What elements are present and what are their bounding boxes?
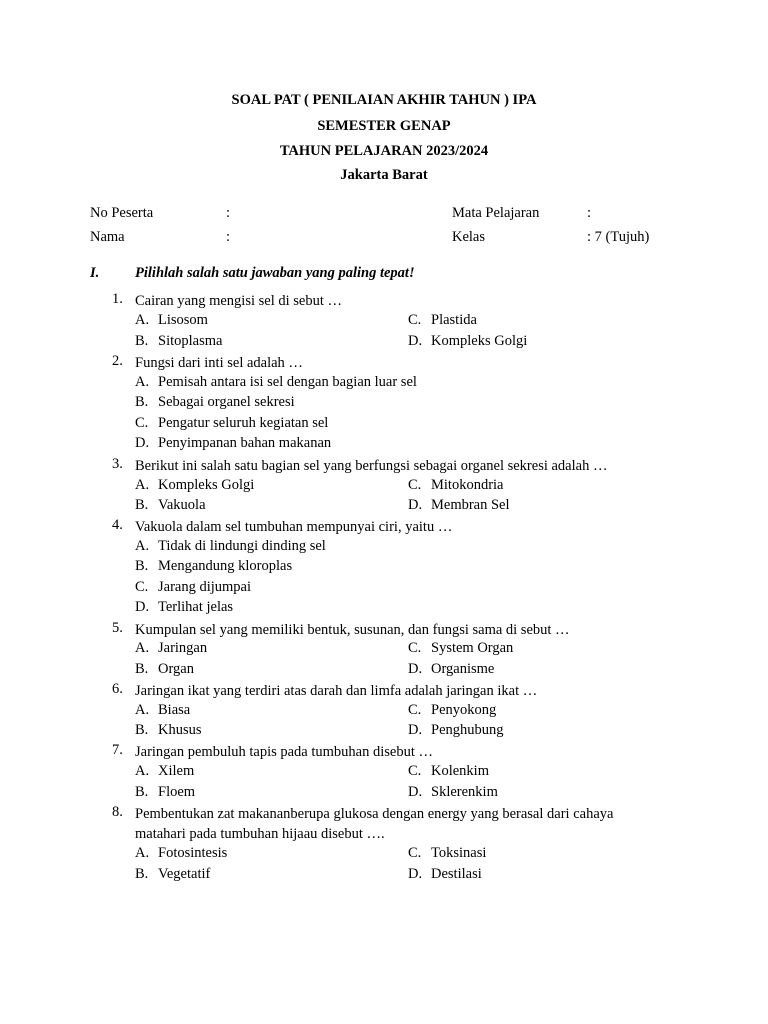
question-number: 2. [112, 353, 123, 369]
question-number: 8. [112, 804, 123, 820]
q2-option-d: D. Penyimpanan bahan makanan [135, 435, 332, 451]
q7-option-b: B. Floem [135, 784, 196, 800]
section-instruction: Pilihlah salah satu jawaban yang paling tepat! [135, 265, 415, 281]
question-5 [112, 620, 652, 640]
q4-option-a: A. Tidak di lindungi dinding sel [135, 538, 326, 554]
question-number: 7. [112, 742, 123, 758]
header-semester: SEMESTER GENAP [317, 118, 451, 134]
question-8 [112, 804, 652, 844]
question-3 [112, 456, 652, 476]
q3-option-a: A. Kompleks Golgi [135, 477, 255, 493]
q3-option-c: C. Mitokondria [408, 477, 504, 493]
nama-colon: : [226, 229, 231, 245]
question-number: 6. [112, 681, 123, 697]
header-title: SOAL PAT ( PENILAIAN AKHIR TAHUN ) IPA [231, 92, 537, 108]
q5-option-c: C. System Organ [408, 640, 514, 656]
question-number: 1. [112, 291, 123, 307]
mapel-label: Mata Pelajaran [452, 205, 540, 221]
question-text: Fungsi dari inti sel adalah … [135, 355, 303, 371]
question-6 [112, 681, 652, 701]
question-2 [112, 353, 652, 373]
q3-option-b: B. Vakuola [135, 497, 206, 513]
question-text-line-2: matahari pada tumbuhan hijaau disebut …. [135, 826, 385, 842]
no-peserta-label: No Peserta [90, 205, 154, 221]
q2-option-c: C. Pengatur seluruh kegiatan sel [135, 415, 329, 431]
q2-option-b: B. Sebagai organel sekresi [135, 394, 295, 410]
q1-option-c: C. Plastida [408, 312, 477, 328]
q4-option-b: B. Mengandung kloroplas [135, 558, 293, 574]
q7-option-a: A. Xilem [135, 763, 195, 779]
q4-option-c: C. Jarang dijumpai [135, 579, 252, 595]
question-text-line-1: Pembentukan zat makananberupa glukosa dengan energy yang berasal dari cahaya [135, 806, 614, 822]
question-1 [112, 291, 652, 311]
q6-option-a: A. Biasa [135, 702, 191, 718]
kelas-label: Kelas [452, 229, 486, 245]
question-text: Cairan yang mengisi sel di sebut … [135, 293, 342, 309]
q6-option-b: B. Khusus [135, 722, 202, 738]
q7-option-c: C. Kolenkim [408, 763, 489, 779]
question-text: Kumpulan sel yang memiliki bentuk, susunan, dan fungsi sama di sebut … [135, 622, 570, 638]
q6-option-c: C. Penyokong [408, 702, 497, 718]
q4-option-d: D. Terlihat jelas [135, 599, 234, 615]
question-7 [112, 742, 652, 762]
no-peserta-colon: : [226, 205, 231, 221]
q8-option-a: A. Fotosintesis [135, 845, 228, 861]
question-text: Berikut ini salah satu bagian sel yang berfungsi sebagai organel sekresi adalah … [135, 458, 608, 474]
q5-option-b: B. Organ [135, 661, 194, 677]
nama-label: Nama [90, 229, 125, 245]
mapel-colon: : [587, 205, 592, 221]
question-text: Jaringan ikat yang terdiri atas darah dan limfa adalah jaringan ikat … [135, 683, 538, 699]
q8-option-c: C. Toksinasi [408, 845, 487, 861]
q5-option-a: A. Jaringan [135, 640, 208, 656]
q1-option-d: D. Kompleks Golgi [408, 333, 528, 349]
header-location: Jakarta Barat [340, 167, 428, 183]
q3-option-d: D. Membran Sel [408, 497, 510, 513]
section-number: I. [90, 265, 100, 281]
question-number: 4. [112, 517, 123, 533]
question-number: 5. [112, 620, 123, 636]
q8-option-b: B. Vegetatif [135, 866, 211, 882]
q6-option-d: D. Penghubung [408, 722, 504, 738]
q8-option-d: D. Destilasi [408, 866, 482, 882]
question-number: 3. [112, 456, 123, 472]
question-text: Jaringan pembuluh tapis pada tumbuhan disebut … [135, 744, 434, 760]
question-4 [112, 517, 652, 537]
question-text: Vakuola dalam sel tumbuhan mempunyai ciri, yaitu … [135, 519, 453, 535]
header-year: TAHUN PELAJARAN 2023/2024 [279, 143, 489, 159]
q7-option-d: D. Sklerenkim [408, 784, 498, 800]
q5-option-d: D. Organisme [408, 661, 495, 677]
q2-option-a: A. Pemisah antara isi sel dengan bagian luar sel [135, 374, 417, 390]
q1-option-b: B. Sitoplasma [135, 333, 223, 349]
q1-option-a: A. Lisosom [135, 312, 208, 328]
kelas-value: : 7 (Tujuh) [587, 229, 650, 245]
